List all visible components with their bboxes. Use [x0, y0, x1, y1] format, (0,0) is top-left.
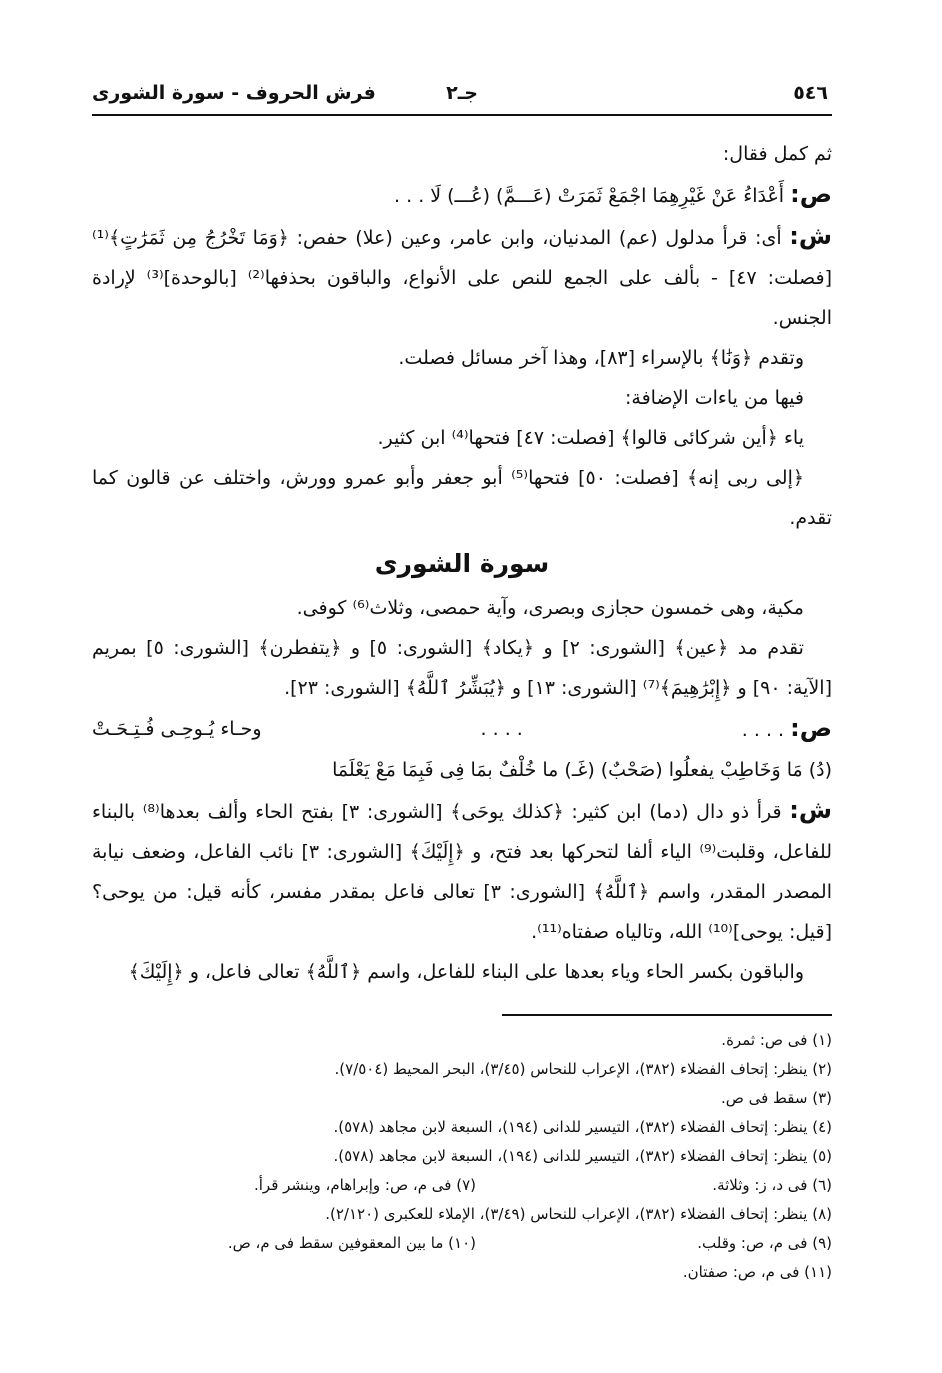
verse-dots: . . . .	[741, 719, 785, 741]
commentary	[92, 790, 832, 952]
paragraph: تقدم مد ﴿عين﴾ [الشورى: ٢] و ﴿يكاد﴾ [الشورى: ٥] و ﴿يتفطرن﴾ [الشورى: ٥] بمريم [الآية: ٩٠] و ﴿إِبْرَٰهِيمَ﴾⁽⁷⁾ [الشورى: ١٣] و ﴿يُبَشِّرُ ٱللَّهُ﴾ [الشورى: ٢٣].	[92, 637, 832, 699]
verse-line	[92, 174, 832, 216]
commentary-label: ش:	[789, 796, 833, 824]
commentary	[92, 216, 832, 338]
footnote: (١٠) ما بين المعقوفين سقط فى م، ص.	[227, 1234, 476, 1252]
book-page	[92, 80, 832, 1287]
commentary-text: قرأ ذو دال (دما) ابن كثير: ﴿كذلك يوحَى﴾ [الشورى: ٣] بفتح الحاء وألف بعدها⁽⁸⁾ بالبناء للفاعل، وقلبت⁽⁹⁾ الياء ألفا لتحركها بعد فتح، و ﴿إِلَيْكَ﴾ [الشورى: ٣] نائب الفاعل، وضعف نيابة المصدر المقدر، واسم ﴿ٱللَّهُ﴾ [الشورى: ٣] تعالى فاعل بمقدر مفسر، كأنه قيل: من يوحى؟ [قيل: يوحى]⁽¹⁰⁾ الله، وتالياه صفتاه⁽¹¹⁾.	[92, 801, 832, 943]
running-title: فرش الحروف - سورة الشورى	[92, 82, 376, 104]
paragraph: مكية، وهى خمسون حجازى وبصرى، وآية حمصى، وثلاث⁽⁶⁾ كوفى.	[296, 597, 804, 619]
verse-label: ص:	[790, 714, 832, 742]
footnote: (٧) فى م، ص: وإبراهام، وينشر قرأ.	[254, 1176, 476, 1194]
commentary-text: أى: قرأ مدلول (عم) المدنيان، وابن عامر، وعين (علا) حفص: ﴿وَمَا تَخْرُجُ مِن ثَمَرَٰتٍ﴾⁽¹⁾ [فصلت: ٤٧] - بألف على الجمع للنص على الأنواع، والباقون بحذفها⁽²⁾ [بالوحدة]⁽³⁾ لإرادة الجنس.	[92, 227, 832, 329]
paragraph: فيها من ياءات الإضافة:	[624, 387, 804, 409]
verse-dots: . . . .	[480, 718, 523, 740]
paragraph: ثم كمل فقال:	[722, 143, 832, 165]
footnote: (١١) فى م، ص: صفتان.	[682, 1263, 832, 1281]
page-number: ٥٤٦	[793, 82, 828, 104]
running-header	[92, 80, 832, 116]
paragraph: والباقون بكسر الحاء وياء بعدها على البناء للفاعل، واسم ﴿ٱللَّهُ﴾ تعالى فاعل، و ﴿إِلَيْكَ﴾	[128, 961, 804, 983]
paragraph: ﴿إلى ربى إنه﴾ [فصلت: ٥٠] فتحها⁽⁵⁾ أبو جعفر وأبو عمرو وورش، واختلف عن قالون كما تقدم.	[92, 467, 832, 529]
sura-title: سورة الشورى	[374, 549, 550, 578]
verse-label: ص:	[790, 180, 832, 208]
commentary-label: ش:	[789, 222, 832, 250]
verse-line	[92, 708, 832, 750]
footnote: (٥) ينظر: إتحاف الفضلاء (٣٨٢)، التيسير للدانى (١٩٤)، السبعة لابن مجاهد (٥٧٨).	[333, 1147, 832, 1165]
paragraph: وتقدم ﴿وَنَٰا﴾ بالإسراء [٨٣]، وهذا آخر مسائل فصلت.	[398, 347, 804, 369]
footnote: (١) فى ص: ثمرة.	[721, 1031, 832, 1049]
footnote-row	[92, 1171, 832, 1200]
verse-line: (دُ) مَا وَخَاطِبْ يفعلُوا (صَحْبٌ) (غَـ) ما خُلْفٌ بمَا فِى فَبِمَا مَعْ يَعْلَمَا	[332, 759, 832, 781]
footnote: (٩) فى م، ص: وقلب.	[697, 1234, 832, 1252]
footnote: (٢) ينظر: إتحاف الفضلاء (٣٨٢)، الإعراب للنحاس (٣/٤٥)، البحر المحيط (٧/٥٠٤).	[334, 1060, 832, 1078]
verse-head	[742, 708, 832, 750]
footnote: (٦) فى د، ز: وثلاثة.	[712, 1176, 832, 1194]
footnote: (٨) ينظر: إتحاف الفضلاء (٣٨٢)، الإعراب للنحاس (٣/٤٩)، الإملاء للعكبرى (٢/١٢٠).	[325, 1205, 832, 1223]
footnote-row	[92, 1229, 832, 1258]
paragraph: ياء ﴿أين شركائى قالوا﴾ [فصلت: ٤٧] فتحها⁽⁴⁾ ابن كثير.	[377, 427, 804, 449]
verse-text: أَعْدَاءُ عَنْ غَيْرِهِمَا اجْمَعْ ثَمَرَتْ (عَـــمَّ) (عُـــ) لَا . . .	[394, 185, 785, 207]
footnote-rule	[502, 1014, 832, 1016]
footnotes	[92, 1026, 832, 1287]
page-body	[92, 134, 832, 992]
verse-text: وحـاء يُـوحِـى فُـتِـحَـتْ	[92, 718, 262, 740]
footnote: (٤) ينظر: إتحاف الفضلاء (٣٨٢)، التيسير للدانى (١٩٤)، السبعة لابن مجاهد (٥٧٨).	[333, 1118, 832, 1136]
volume-label: جـ٢	[446, 82, 478, 104]
footnote: (٣) سقط فى ص.	[720, 1089, 832, 1107]
